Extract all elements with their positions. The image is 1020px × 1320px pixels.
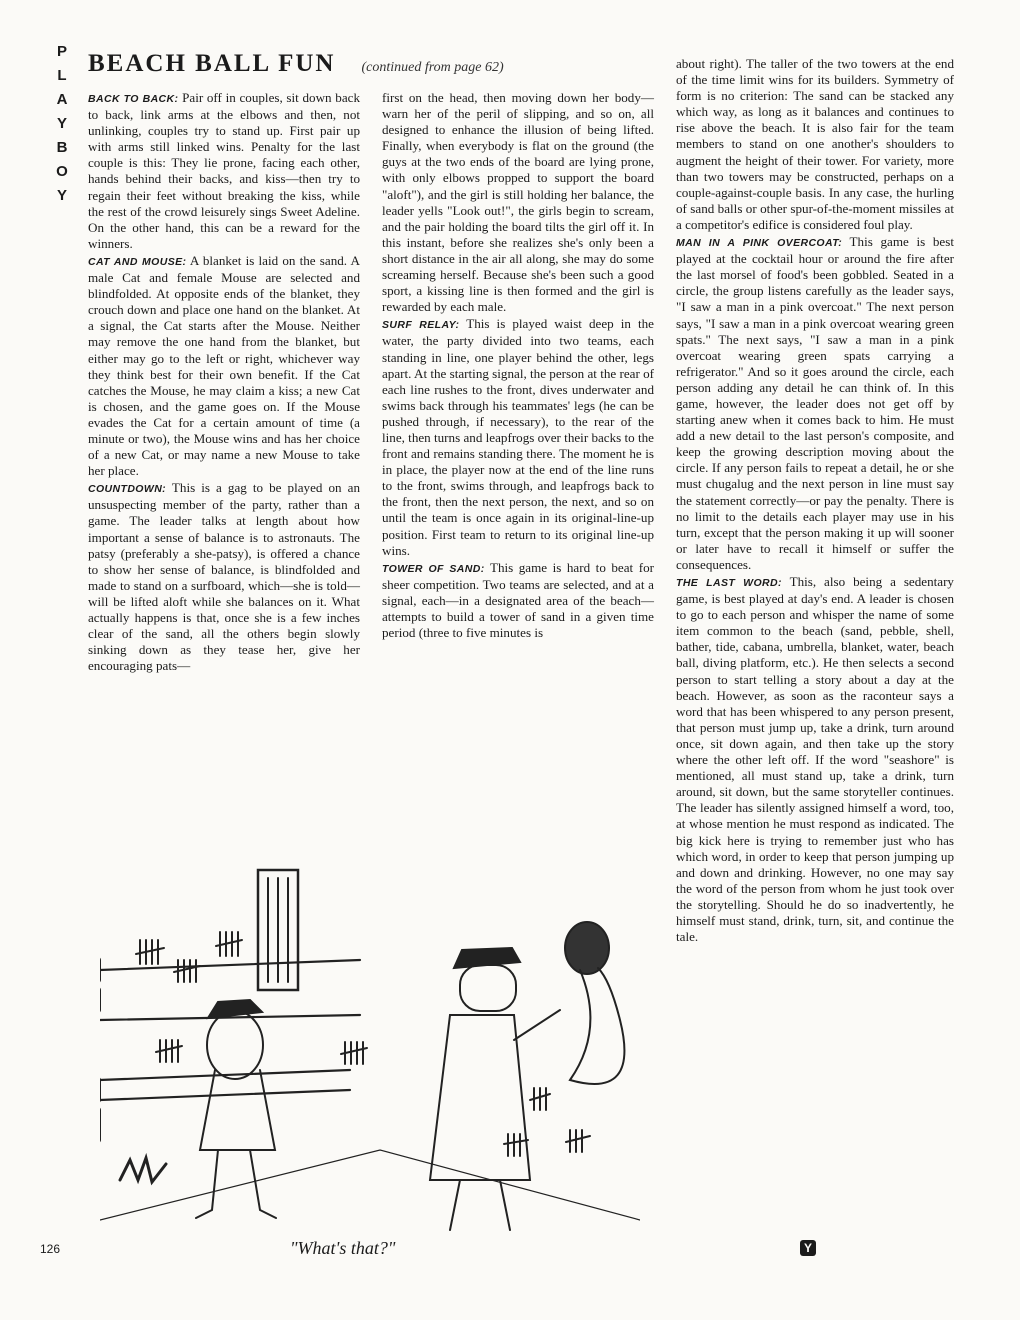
text-column-2 [382, 90, 654, 642]
paragraph [88, 253, 360, 479]
paragraph [88, 480, 360, 674]
continued-note: (continued from page 62) [361, 60, 504, 75]
page-number: 126 [40, 1242, 61, 1256]
paragraph-text: This is a gag to be played on an unsuspecting member of the party, rather than a game. The leader talks at length about how important a sense of balance is to astronauts. The patsy (preferably a she-patsy), is offered a chance to show her sense of balance, is blindfolded and made to stand on a surfboard, which—she is told—will be lifted aloft while she balances on it. What actually happens is that, once she is a few inches clear of the sand, all the others begin slowly sinking down as they tease her, give her encouraging pats— [88, 480, 360, 674]
paragraph [382, 316, 654, 558]
section-keyword: THE LAST WORD: [676, 577, 782, 589]
paragraph-text: A blanket is laid on the sand. A male Cat and female Mouse are selected and blindfolded. At opposite ends of the blanket, they crouch down and place one hand on the blanket. At a signal, the Cat starts after the Mouse. Neither may remove the one hand from the blanket, but either may go to the left or right, whichever way they think best for their own benefit. If the Cat catches the Mouse, he may claim a kiss; a new Cat is chosen, and the game goes on. If the Mouse evades the Cat for a certain amount of time (a minute or two), the Mouse wins and has her choice of a new Cat, or may name a new Mouse to take her place. [88, 252, 361, 479]
paragraph [88, 90, 360, 252]
section-keyword: COUNTDOWN: [88, 483, 167, 496]
vertical-letter: A [56, 91, 68, 108]
section-keyword: MAN IN A PINK OVERCOAT: [676, 237, 843, 250]
article-header [88, 50, 648, 90]
article-title: BEACH BALL FUN [88, 50, 336, 77]
paragraph [676, 574, 954, 945]
paragraph-text: about right). The taller of the two towers at the end of the time limit wins for its builders. Symmetry of form is no criterion: The sand can be stacked any which way, as long as it balances and continues to rise above the beach. It is also fair for the team members to stand on one another's shoulders to augment the height of their tower. For variety, more than two towers may be constructed, perhaps on a couple-against-couple basis. In any case, the hurling of sand balls or other spur-of-the-moment missiles at a competitor's edifice is considered foul play. [676, 56, 954, 232]
paragraph-text: This is played waist deep in the water, the party divided into two teams, each standing in line, one player behind the other, legs apart. At the starting signal, the person at the rear of each line rushes to the front, dives underwater and swims back through his teammates' legs (he can be pushed through, if necessary), to the rear of the line, then turns and leapfrogs over their backs to the front and remains standing there. The moment he is in place, the player now at the end of the line runs to the front, swims through, and leapfrogs back to the front, then the next person, the next, and so on until the team is once again in its original-line-up position. First team to return to its original line-up wins. [382, 316, 654, 558]
vertical-letter: P [56, 43, 67, 60]
section-keyword: CAT AND MOUSE: [88, 255, 187, 268]
paragraph [382, 90, 654, 315]
text-column-1 [88, 90, 360, 675]
paragraph [676, 56, 954, 233]
text-column-3 [676, 56, 954, 946]
paragraph-text: This game is hard to beat for sheer competition. Two teams are selected, and at a signal, each—in a designated area of the beach—attempts to build a tower of sand in a given time period (three to five minutes is [382, 559, 654, 641]
section-keyword: BACK TO BACK: [88, 93, 179, 105]
vertical-letter: O [56, 163, 68, 180]
paragraph [382, 560, 654, 641]
magazine-name-vertical [52, 40, 72, 208]
paragraph-text: This game is best played at the cocktail hour or around the fire after the last morsel of food's been gobbled. Seated in a circle, the group listens carefully as the leader says, "I saw a man in a pink overcoat." The next person says, "I saw a man in a pink overcoat wearing green spats." The next says, "I saw a man in a pink overcoat wearing green spats carrying a refrigerator." And so it goes around the circle, each person adding any detail he can think of. In this game, however, the leader does not get off by starting anew when it comes back to him. He must add a new detail to the last person's composite, and keep the growing description moving about the circle. If any person fails to repeat a detail, he or she must chugalug and the next person in line must say the statement correctly—or pay the penalty. There is no limit to the details each player may use in his turn, except that the person making it up will sooner or later have to recall it himself or suffer the consequences. [676, 234, 954, 572]
vertical-letter: Y [56, 115, 67, 132]
paragraph-text: Pair off in couples, sit down back to back, link arms at the elbows and then, not unlinking, couples try to stand up. First pair up with arms still linked wins. Penalty for the last couple is this: They lie prone, facing each other, hands behind their backs, and kiss—then try to regain their feet without breaking the kiss, while the rest of the crowd leisurely sings Sweet Adeline. On the other hand, this can be a reward for the winners. [88, 90, 360, 251]
vertical-letter: Y [56, 187, 67, 204]
section-keyword: TOWER OF SAND: [382, 562, 485, 575]
section-keyword: SURF RELAY: [382, 319, 460, 332]
vertical-letter: L [57, 67, 67, 84]
paragraph-text: This, also being a sedentary game, is best played at day's end. A leader is chosen to go to each person and whisper the name of some item common to the beach (sand, pebble, shell, bather, tide, cabana, umbrella, blanket, water, beach ball, diving platform, etc.). He then selects a second person to start telling a story about a day at the beach. However, as soon as the raconteur says a word that has been whispered to any person present, that person must jump up, take a drink, turn around once, sit down again, and then take up the story where the other left off. If the word "seashore" is mentioned, all must stand up, take a drink, turn around, sit down, but the same storyteller continues. The leader has silently assigned himself a word, too, at whose mention he must respond as indicated. The big kick here is trying to remember just who has which word, in order to keep that person jumping up and down and drinking. However, no one may say the word of the person from whom he just took over the storytelling. Should he do so inadvertently, he himself must stand, drink, turn, sit, and continue the tale. [676, 574, 954, 945]
paragraph [676, 234, 954, 573]
vertical-letter: B [56, 139, 68, 156]
cartoon-caption: "What's that?" [290, 1238, 396, 1258]
cartoon-illustration [100, 850, 640, 1240]
end-mark: Y [800, 1240, 816, 1256]
paragraph-text: first on the head, then moving down her body—warn her of the peril of slipping, and so on, all designed to enhance the illusion of being lifted. Finally, when everybody is flat on the ground (the guys at the two ends of the board are lying prone, with only elbows propped to support the board "aloft"), and the girl is still holding her balance, the leader yells "Look out!", the girls begin to scream, and the pair holding the board tilts the girl off it. In this instant, before she realizes she's only been a short distance in the air all along, she may do some screaming herself. Because she's been such a good sport, a kissing line is then formed and the girl is rewarded by each male. [382, 90, 654, 315]
